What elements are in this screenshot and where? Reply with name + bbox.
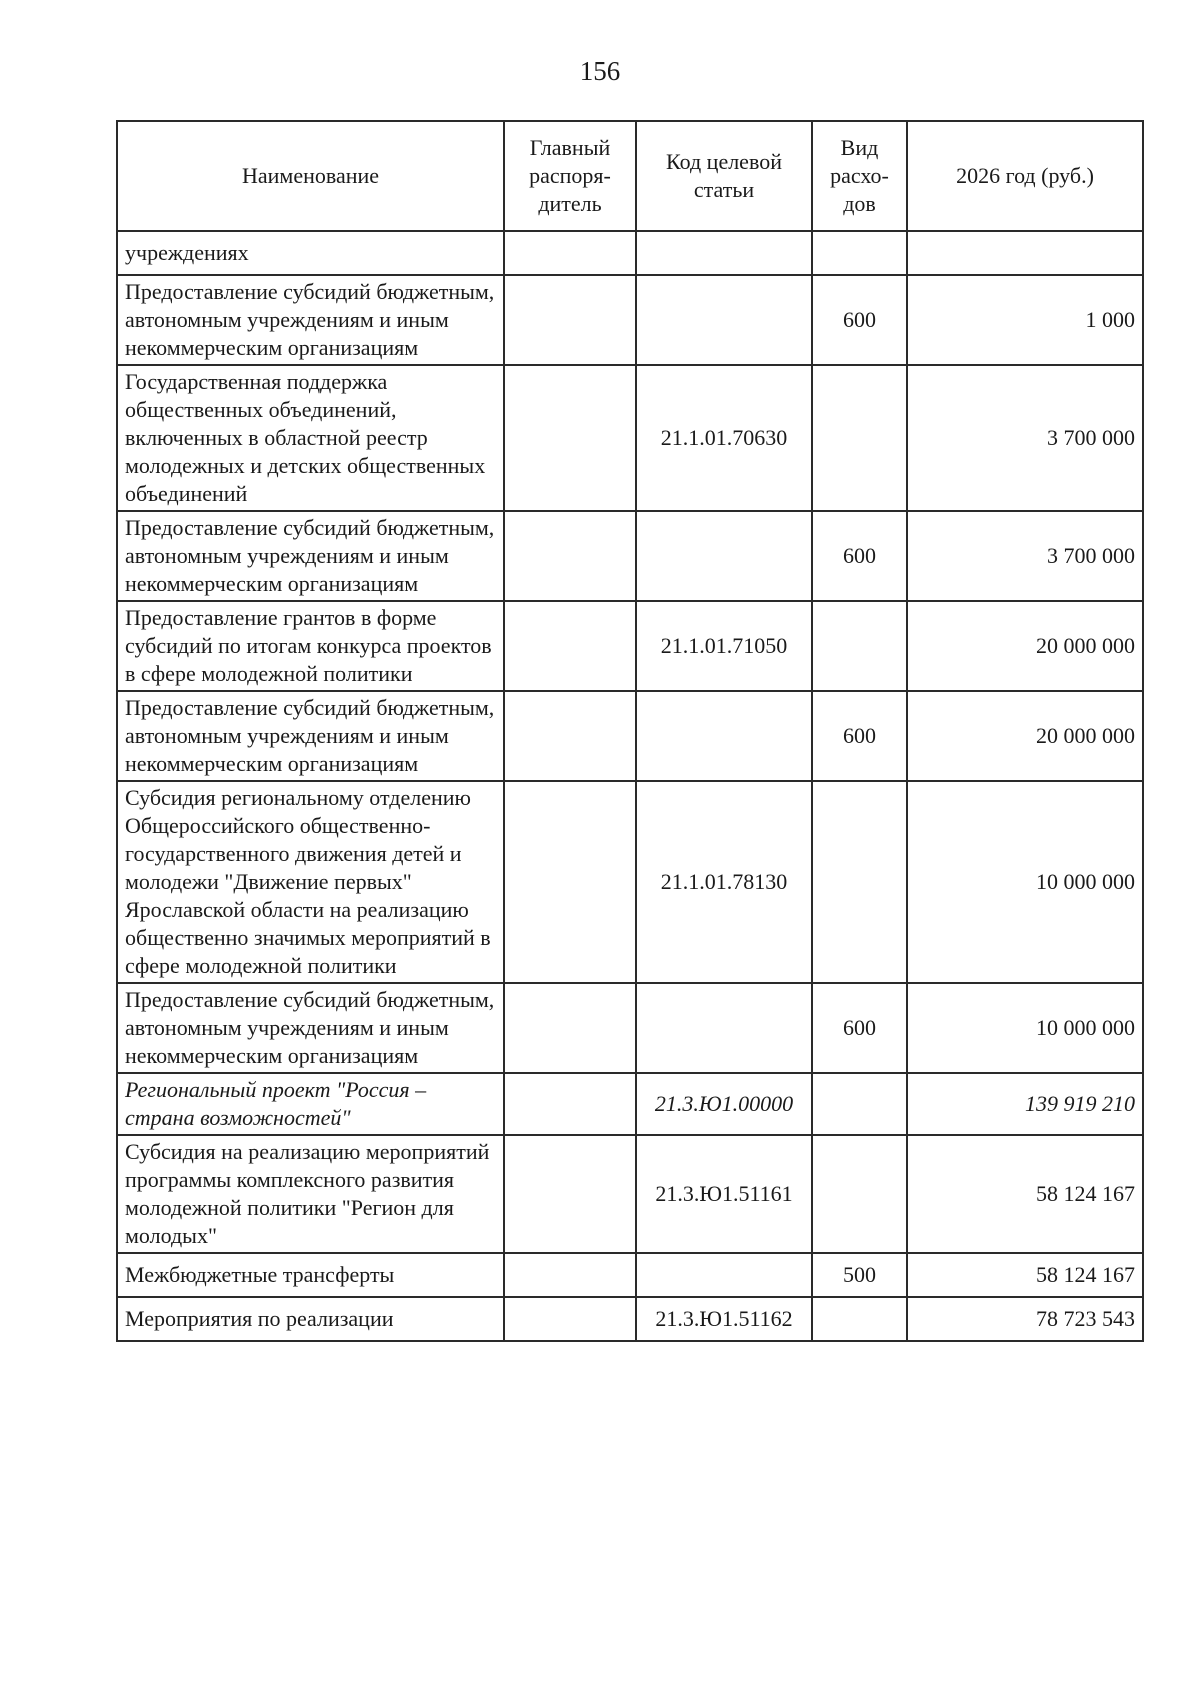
cell-type: 500 [812, 1253, 907, 1297]
cell-code [636, 691, 812, 781]
cell-manager [504, 691, 636, 781]
table-row [117, 365, 1143, 511]
cell-name: Субсидия региональному отделению Общероссийского общественно-государственного движения детей и молодежи "Движение первых" Ярославской области на реализацию общественно значимых мероприятий в сфере молодежной политики [117, 781, 504, 983]
cell-name: Государственная поддержка общественных объединений, включенных в областной реестр молодежных и детских общественных объединений [117, 365, 504, 511]
cell-manager [504, 511, 636, 601]
cell-amount: 20 000 000 [907, 691, 1143, 781]
cell-type [812, 781, 907, 983]
cell-code: 21.3.Ю1.51162 [636, 1297, 812, 1341]
cell-name: Мероприятия по реализации [117, 1297, 504, 1341]
cell-type: 600 [812, 691, 907, 781]
header-type: Вид расхо-дов [812, 121, 907, 231]
cell-name: Предоставление субсидий бюджетным, автономным учреждениям и иным некоммерческим организациям [117, 275, 504, 365]
table-row [117, 1135, 1143, 1253]
cell-manager [504, 601, 636, 691]
cell-manager [504, 983, 636, 1073]
cell-name: Предоставление субсидий бюджетным, автономным учреждениям и иным некоммерческим организациям [117, 511, 504, 601]
cell-amount: 10 000 000 [907, 781, 1143, 983]
cell-name: Предоставление грантов в форме субсидий по итогам конкурса проектов в сфере молодежной политики [117, 601, 504, 691]
cell-amount: 20 000 000 [907, 601, 1143, 691]
header-code: Код целевой статьи [636, 121, 812, 231]
cell-name: Региональный проект "Россия – страна возможностей" [117, 1073, 504, 1135]
cell-type: 600 [812, 983, 907, 1073]
cell-type [812, 1135, 907, 1253]
table-row-regional-project [117, 1073, 1143, 1135]
cell-name: Предоставление субсидий бюджетным, автономным учреждениям и иным некоммерческим организациям [117, 691, 504, 781]
cell-type: 600 [812, 275, 907, 365]
cell-amount: 58 124 167 [907, 1253, 1143, 1297]
cell-manager [504, 275, 636, 365]
cell-code: 21.3.Ю1.51161 [636, 1135, 812, 1253]
budget-table [116, 120, 1144, 1342]
cell-type [812, 601, 907, 691]
cell-type [812, 365, 907, 511]
cell-name: учреждениях [117, 231, 504, 275]
cell-amount: 1 000 [907, 275, 1143, 365]
cell-type: 600 [812, 511, 907, 601]
cell-manager [504, 1297, 636, 1341]
cell-manager [504, 1073, 636, 1135]
header-manager: Главный распоря-дитель [504, 121, 636, 231]
cell-amount: 3 700 000 [907, 365, 1143, 511]
header-name: Наименование [117, 121, 504, 231]
table-row [117, 1297, 1143, 1341]
cell-code: 21.1.01.71050 [636, 601, 812, 691]
cell-manager [504, 781, 636, 983]
table-row [117, 691, 1143, 781]
cell-type [812, 1073, 907, 1135]
cell-code: 21.3.Ю1.00000 [636, 1073, 812, 1135]
cell-code [636, 983, 812, 1073]
header-amount: 2026 год (руб.) [907, 121, 1143, 231]
cell-amount: 3 700 000 [907, 511, 1143, 601]
table-row [117, 511, 1143, 601]
cell-code [636, 1253, 812, 1297]
cell-amount [907, 231, 1143, 275]
cell-code [636, 275, 812, 365]
table-row [117, 781, 1143, 983]
cell-amount: 58 124 167 [907, 1135, 1143, 1253]
cell-manager [504, 1135, 636, 1253]
page-number: 156 [579, 56, 621, 86]
table-row [117, 601, 1143, 691]
cell-name: Субсидия на реализацию мероприятий программы комплексного развития молодежной политики "Регион для молодых" [117, 1135, 504, 1253]
table-row [117, 275, 1143, 365]
cell-code: 21.1.01.70630 [636, 365, 812, 511]
cell-amount: 10 000 000 [907, 983, 1143, 1073]
cell-manager [504, 365, 636, 511]
cell-manager [504, 231, 636, 275]
table-row [117, 983, 1143, 1073]
table-row [117, 1253, 1143, 1297]
cell-amount: 139 919 210 [907, 1073, 1143, 1135]
cell-name: Межбюджетные трансферты [117, 1253, 504, 1297]
table-row [117, 231, 1143, 275]
cell-manager [504, 1253, 636, 1297]
cell-code: 21.1.01.78130 [636, 781, 812, 983]
cell-name: Предоставление субсидий бюджетным, автономным учреждениям и иным некоммерческим организациям [117, 983, 504, 1073]
cell-code [636, 511, 812, 601]
cell-amount: 78 723 543 [907, 1297, 1143, 1341]
cell-code [636, 231, 812, 275]
cell-type [812, 1297, 907, 1341]
cell-type [812, 231, 907, 275]
header-row [117, 121, 1143, 231]
